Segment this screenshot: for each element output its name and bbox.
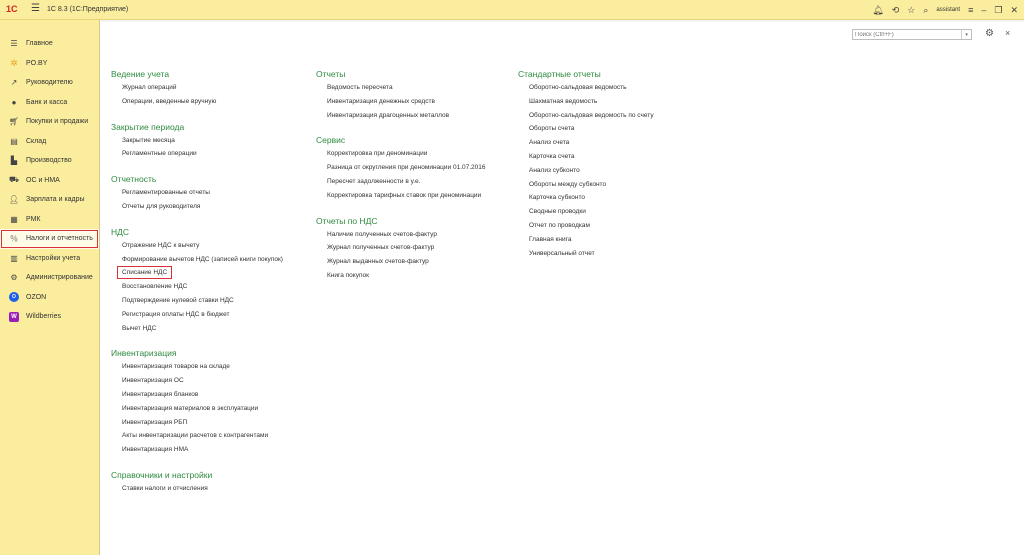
link-invoices-received-availability[interactable]: Наличие полученных счетов-фактур [327, 230, 437, 238]
link-subconto-turnover[interactable]: Обороты между субконто [529, 180, 607, 188]
link-account-turnover[interactable]: Обороты счета [529, 125, 575, 133]
sidebar-item-manager[interactable] [0, 73, 99, 93]
link-inventory-fixed-assets[interactable]: Инвентаризация ОС [122, 377, 184, 385]
sidebar-item-ozon[interactable] [0, 288, 99, 308]
link-tariff-adjustment[interactable]: Корректировка тарифных ставок при деноминации [327, 191, 482, 199]
sun-icon: ✲ [10, 57, 18, 68]
column-2 [316, 67, 486, 283]
link-vat-deductions-forming[interactable]: Формирование вычетов НДС (записей книги покупок) [122, 255, 283, 263]
search-input[interactable] [853, 30, 961, 39]
sidebar-item-label: Склад [26, 137, 47, 145]
sidebar-item-assets[interactable] [0, 171, 99, 191]
sidebar-item-label: Руководителю [26, 79, 73, 87]
sidebar-item-label: Покупки и продажи [26, 118, 89, 126]
wb-icon: W [9, 312, 19, 322]
sidebar-item-purchases[interactable] [0, 112, 99, 132]
sidebar-item-label: Банк и касса [26, 98, 68, 106]
group-title: Справочники и настройки [111, 469, 213, 480]
main-panel [101, 20, 1024, 555]
cart-icon: 🛒︎ [8, 117, 20, 127]
settings-book-icon: ▥ [10, 253, 18, 263]
sidebar-item-label: Главное [26, 40, 53, 48]
link-regulated-reports[interactable]: Регламентированные отчеты [122, 189, 210, 197]
group-title: Закрытие периода [111, 121, 185, 132]
link-purchase-book[interactable]: Книга покупок [327, 271, 369, 279]
link-vat-restoration[interactable]: Восстановление НДС [122, 283, 188, 291]
gear-icon[interactable]: ⚙ [985, 28, 994, 39]
group-title: Отчеты [316, 69, 346, 79]
restore-icon[interactable]: ❐ [994, 4, 1003, 15]
link-precious-metals-inventory[interactable]: Инвентаризация драгоценных металлов [327, 111, 450, 119]
search-dropdown-icon[interactable]: ▾ [961, 30, 971, 39]
search-box[interactable] [852, 29, 972, 40]
titlebar-actions [872, 3, 1018, 17]
warehouse-icon: ▤ [10, 136, 18, 146]
sidebar-item-label: Зарплата и кадры [26, 196, 85, 204]
coins-icon: ● [11, 97, 17, 107]
link-account-trial-balance[interactable]: Оборотно-сальдовая ведомость по счету [529, 111, 654, 119]
sidebar-item-label: OZON [26, 293, 47, 301]
link-debt-recalculation[interactable]: Пересчет задолженности в у.е. [327, 177, 421, 185]
ozon-icon: O [9, 292, 19, 302]
link-inventory-goods[interactable]: Инвентаризация товаров на складе [122, 363, 230, 371]
app-title: 1С 8.3 (1С:Предприятие) [47, 6, 129, 13]
link-account-card[interactable]: Карточка счета [529, 152, 575, 160]
link-inventory-deferred[interactable]: Инвентаризация РБП [122, 418, 188, 426]
history-icon[interactable]: ⟲ [891, 4, 900, 15]
link-vat-deduction-reflection[interactable]: Отражение НДС к вычету [122, 241, 200, 249]
link-entries-report[interactable]: Отчет по проводкам [529, 221, 591, 229]
sidebar-item-poby[interactable] [0, 54, 99, 74]
link-trial-balance[interactable]: Оборотно-сальдовая ведомость [529, 84, 627, 91]
menu-icon[interactable]: ≡ [968, 5, 974, 15]
sidebar-item-label: РМК [26, 215, 41, 223]
sidebar-item-main[interactable] [0, 34, 99, 54]
user-name[interactable]: assistant [936, 7, 961, 13]
group-title: Отчетность [111, 174, 157, 185]
link-vat-deduction[interactable]: Вычет НДС [122, 324, 157, 332]
search-icon[interactable]: ⌕ [923, 4, 929, 15]
sidebar-item-salary[interactable] [0, 190, 99, 210]
bell-icon[interactable]: 🔔︎ [872, 4, 884, 15]
sidebar-item-label: Налоги и отчетность [26, 235, 93, 243]
menu-icon: ☰ [10, 39, 18, 49]
link-vat-payment-registration[interactable]: Регистрация оплаты НДС в бюджет [122, 310, 230, 318]
sidebar-item-label: Настройки учета [26, 254, 81, 262]
link-rounding-difference[interactable]: Разница от округления при деноминации 01.07.2016 [327, 164, 486, 172]
trend-icon: ↗ [10, 78, 18, 88]
sidebar-item-label: Wildberries [26, 313, 62, 321]
link-subconto-card[interactable]: Карточка субконто [529, 194, 585, 202]
link-tax-rates[interactable]: Ставки налоги и отчисления [122, 484, 208, 492]
register-icon: ▦ [10, 214, 18, 224]
title-bar [0, 0, 1024, 20]
link-account-analysis[interactable]: Анализ счета [529, 139, 570, 147]
column-1 [111, 67, 283, 496]
gear-icon: ⚙ [10, 273, 18, 283]
link-general-ledger[interactable]: Главная книга [529, 235, 572, 243]
link-summary-entries[interactable]: Сводные проводки [529, 208, 586, 216]
main-top-strip [101, 20, 1024, 22]
group-title: Стандартные отчеты [518, 69, 601, 79]
sidebar-item-taxes[interactable] [0, 229, 99, 249]
link-inventory-settlements[interactable]: Акты инвентаризации расчетов с контрагентами [122, 432, 269, 440]
sidebar-item-production[interactable] [0, 151, 99, 171]
link-universal-report[interactable]: Универсальный отчет [529, 249, 595, 257]
link-recalc-statement[interactable]: Ведомость пересчета [327, 84, 393, 91]
sidebar [0, 20, 100, 555]
link-inventory-forms[interactable]: Инвентаризация бланков [122, 390, 199, 398]
link-chess-statement[interactable]: Шахматная ведомость [529, 97, 598, 105]
sidebar-item-accounting-settings[interactable] [0, 249, 99, 269]
tax-icon: ％ [10, 234, 18, 244]
group-title: Ведение учета [111, 69, 170, 79]
sidebar-item-rmk[interactable] [0, 210, 99, 230]
link-manager-reports[interactable]: Отчеты для руководителя [122, 202, 201, 210]
sidebar-item-warehouse[interactable] [0, 132, 99, 152]
main-menu-icon[interactable]: ☰ [31, 3, 40, 14]
close-icon[interactable]: ✕ [1010, 4, 1018, 15]
group-title: НДС [111, 226, 130, 237]
link-vat-write-off-row [111, 266, 283, 280]
factory-icon: ▙ [10, 156, 18, 166]
person-icon: 👤︎ [8, 195, 20, 205]
truck-icon: ⛟ [8, 175, 20, 185]
link-manual-operations[interactable]: Операции, введенные вручную [122, 97, 217, 105]
app-logo: 1С [6, 4, 18, 14]
link-cash-inventory[interactable]: Инвентаризация денежных средств [327, 97, 435, 105]
group-title: Сервис [316, 135, 346, 146]
link-denomination-adjustment[interactable]: Корректировка при деноминации [327, 150, 428, 158]
link-invoices-received-journal[interactable]: Журнал полученных счетов-фактур [327, 244, 435, 252]
sidebar-item-label: Производство [26, 157, 72, 165]
sidebar-item-label: Администрирование [26, 274, 93, 282]
link-month-close[interactable]: Закрытие месяца [122, 136, 175, 144]
link-vat-write-off[interactable]: Списание НДС [117, 266, 172, 279]
link-inventory-materials[interactable]: Инвентаризация материалов в эксплуатации [122, 404, 259, 412]
link-journal-operations[interactable]: Журнал операций [122, 84, 177, 91]
sidebar-item-wildberries[interactable] [0, 307, 99, 327]
sidebar-item-label: ОС и НМА [26, 176, 60, 184]
minimize-icon[interactable]: – [981, 5, 987, 15]
column-3 [518, 67, 654, 260]
link-invoices-issued-journal[interactable]: Журнал выданных счетов-фактур [327, 258, 429, 266]
star-icon[interactable]: ☆ [907, 4, 916, 15]
sidebar-item-admin[interactable] [0, 268, 99, 288]
sidebar-item-label: PO.BY [26, 59, 48, 67]
link-inventory-intangibles[interactable]: Инвентаризация НМА [122, 446, 189, 454]
sidebar-item-bank[interactable] [0, 93, 99, 113]
link-routine-operations[interactable]: Регламентные операции [122, 150, 197, 158]
group-title: Инвентаризация [111, 348, 177, 359]
link-subconto-analysis[interactable]: Анализ субконто [529, 166, 580, 174]
close-icon[interactable]: × [1005, 28, 1011, 38]
group-title: Отчеты по НДС [316, 215, 378, 226]
link-zero-rate-confirmation[interactable]: Подтверждение нулевой ставки НДС [122, 296, 234, 304]
